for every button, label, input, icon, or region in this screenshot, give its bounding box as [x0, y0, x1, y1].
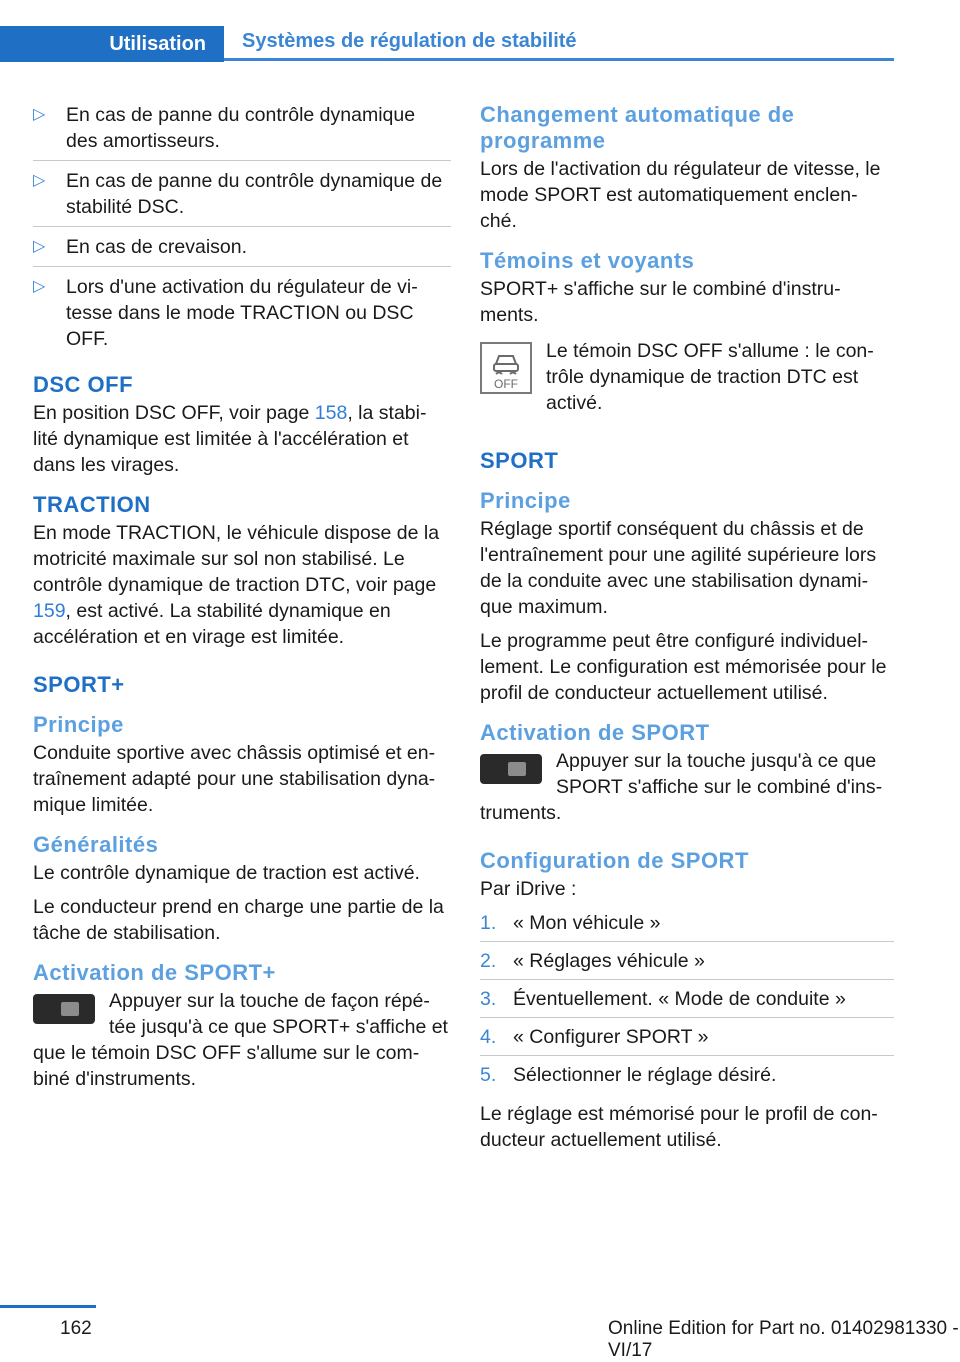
paragraph-dsc-off: [33, 400, 451, 478]
text-segment: En mode TRACTION, le véhicule dispose de la motricité maximale sur sol non stabilisé. Le contrôle dynamique de traction DTC, voir page: [33, 522, 440, 596]
paragraph-config-outro: Le réglage est mémorisé pour le profil de con‐ducteur actuellement utilisé.: [480, 1103, 878, 1151]
footer-rule: [0, 1305, 96, 1308]
list-item: [480, 986, 894, 1018]
text-segment: , la stabi‐lité dynamique est limitée à l'accélération et dans les virages.: [33, 402, 427, 476]
page-link-159[interactable]: 159: [33, 600, 66, 622]
paragraph-config-intro: Par iDrive :: [480, 878, 577, 900]
list-item: [480, 1024, 894, 1056]
text-segment: , est activé. La stabilité dynamique en accélération et en virage est limitée.: [33, 600, 391, 648]
list-item: [480, 910, 894, 942]
step-text: Sélectionner le réglage désiré.: [513, 1064, 777, 1086]
right-column: [480, 102, 894, 1161]
heading-changement: Changement automatique de programme: [480, 102, 795, 153]
paragraph-activation-sport: Appuyer sur la touche jusqu'à ce que SPORT s'affiche sur le combiné d'ins‐truments.: [480, 750, 883, 824]
paragraph-principe-sport-2: Le programme peut être configuré individuel‐lement. Le configuration est mémorisée pour le profil de conducteur actuellement utilisé.: [480, 630, 887, 704]
heading-dsc-off: DSC OFF: [33, 372, 134, 397]
edition-note: Online Edition for Part no. 01402981330 - VI/17: [608, 1318, 959, 1361]
drive-mode-button-icon: [33, 994, 95, 1024]
list-item: [33, 234, 451, 267]
paragraph-generalites-1: Le contrôle dynamique de traction est activé.: [33, 862, 420, 884]
step-number: 1.: [480, 912, 497, 934]
page-number: 162: [60, 1318, 92, 1339]
activation-sport-block: [480, 748, 894, 834]
step-text: Éventuellement. « Mode de conduite »: [513, 988, 846, 1010]
page-link-158[interactable]: 158: [314, 402, 348, 424]
temoin-block: [480, 338, 894, 424]
paragraph-activation: Appuyer sur la touche de façon répé‐tée jusqu'à ce que SPORT+ s'affiche et que le témoin DSC OFF s'allume sur le com‐biné d'instruments.: [33, 990, 448, 1090]
step-number: 5.: [480, 1064, 497, 1086]
list-item: [33, 102, 451, 161]
list-item-text: En cas de crevaison.: [66, 236, 248, 258]
heading-sport-plus: SPORT+: [33, 672, 125, 697]
step-number: 3.: [480, 988, 497, 1010]
step-number: 4.: [480, 1026, 497, 1048]
svg-text:OFF: OFF: [494, 377, 518, 391]
header-rule: [224, 58, 894, 61]
step-text: « Mon véhicule »: [513, 912, 661, 934]
triangle-bullet-icon: ▷: [33, 278, 46, 295]
list-item: [480, 1062, 894, 1093]
chapter-tab: Utilisation: [0, 26, 224, 62]
heading-traction: TRACTION: [33, 492, 151, 517]
list-item: [33, 168, 451, 227]
activation-block: [33, 988, 451, 1100]
paragraph-changement: Lors de l'activation du régulateur de vitesse, le mode SPORT est automatiquement enclen‐ché.: [480, 158, 881, 232]
list-item-text: Lors d'une activation du régulateur de vi‐tesse dans le mode TRACTION ou DSC OFF.: [66, 276, 418, 350]
heading-principe-sport: Principe: [480, 488, 571, 513]
list-item: [33, 274, 451, 358]
paragraph-principe: Conduite sportive avec châssis optimisé et en‐traînement adapté pour une stabilisation dyna‐mique limitée.: [33, 742, 436, 816]
list-item-text: En cas de panne du contrôle dynamique des amortisseurs.: [66, 104, 416, 152]
drive-mode-button-icon: [480, 754, 542, 784]
triangle-bullet-icon: ▷: [33, 106, 46, 123]
heading-activation-sport-plus: Activation de SPORT+: [33, 960, 276, 985]
dsc-off-warning-icon: [480, 342, 532, 394]
left-column: [33, 102, 451, 1100]
triangle-bullet-icon: ▷: [33, 172, 46, 189]
triangle-bullet-icon: ▷: [33, 238, 46, 255]
paragraph-temoin-desc: Le témoin DSC OFF s'allume : le con‐trôle dynamique de traction DTC est activé.: [546, 340, 874, 414]
paragraph-principe-sport-1: Réglage sportif conséquent du châssis et de l'entraînement pour une agilité supérieure lors de la conduite avec une stabilisation dynami‐que maximum.: [480, 518, 877, 618]
paragraph-temoins: SPORT+ s'affiche sur le combiné d'instru‐ments.: [480, 278, 841, 326]
steps-list: [480, 910, 894, 1093]
heading-generalites: Généralités: [33, 832, 159, 857]
heading-sport: SPORT: [480, 448, 559, 473]
heading-temoins: Témoins et voyants: [480, 248, 695, 273]
paragraph-traction: [33, 520, 451, 650]
section-title: Systèmes de régulation de stabilité: [242, 30, 577, 52]
bullet-list: [33, 102, 451, 358]
text-segment: En position DSC OFF, voir page: [33, 402, 315, 424]
list-item-text: En cas de panne du contrôle dynamique de stabilité DSC.: [66, 170, 443, 218]
heading-configuration: Configuration de SPORT: [480, 848, 749, 873]
heading-principe: Principe: [33, 712, 124, 737]
heading-activation-sport: Activation de SPORT: [480, 720, 710, 745]
list-item: [480, 948, 894, 980]
step-text: « Réglages véhicule »: [513, 950, 705, 972]
step-text: « Configurer SPORT »: [513, 1026, 709, 1048]
paragraph-generalites-2: Le conducteur prend en charge une partie de la tâche de stabilisation.: [33, 896, 444, 944]
step-number: 2.: [480, 950, 497, 972]
page-header: [0, 0, 960, 62]
